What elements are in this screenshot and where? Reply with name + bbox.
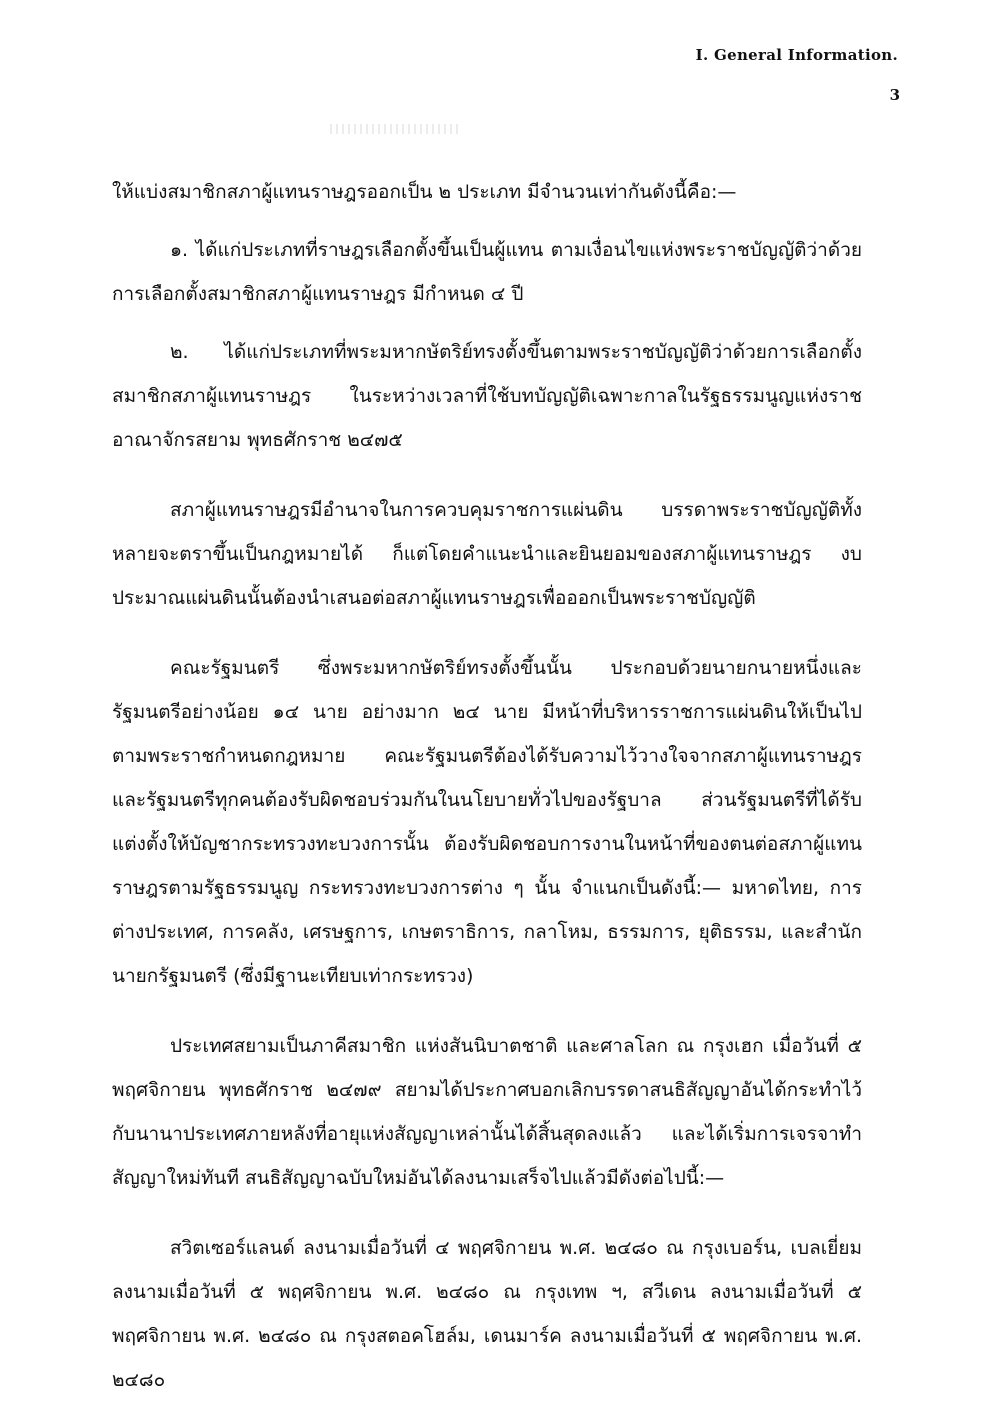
paragraph-item-1: ๑. ได้แก่ประเภทที่ราษฎรเลือกตั้งขึ้นเป็นผู้แทน ตามเงื่อนไขแห่งพระราชบัญญัติว่าด้วยการเลือกตั้งสมาชิกสภาผู้แทนราษฎร มีกำหนด ๔ ปี bbox=[112, 239, 862, 305]
body-text bbox=[112, 170, 862, 1402]
paragraph-house-powers: สภาผู้แทนราษฎรมีอำนาจในการควบคุมราชการแผ่นดิน บรรดาพระราชบัญญัติทั้งหลายจะตราขึ้นเป็นกฎหมายได้ ก็แต่โดยคำแนะนำและยินยอมของสภาผู้แทนราษฎร งบประมาณแผ่นดินนั้นต้องนำเสนอต่อสภาผู้แทนราษฎรเพื่อออกเป็นพระราชบัญญัติ bbox=[112, 499, 862, 609]
scan-smudge bbox=[330, 124, 460, 134]
paragraph-item-2: ๒. ได้แก่ประเภทที่พระมหากษัตริย์ทรงตั้งขึ้นตามพระราชบัญญัติว่าด้วยการเลือกตั้งสมาชิกสภาผู้แทนราษฎร ในระหว่างเวลาที่ใช้บทบัญญัติเฉพาะกาลในรัฐธรรมนูญแห่งราชอาณาจักรสยาม พุทธศักราช ๒๔๗๕ bbox=[112, 341, 862, 451]
page-number: 3 bbox=[889, 86, 900, 104]
paragraph-cabinet: คณะรัฐมนตรี ซึ่งพระมหากษัตริย์ทรงตั้งขึ้นนั้น ประกอบด้วยนายกนายหนึ่งและรัฐมนตรีอย่างน้อย ๑๔ นาย อย่างมาก ๒๔ นาย มีหน้าที่บริหารราชการแผ่นดินให้เป็นไปตามพระราชกำหนดกฎหมาย คณะรัฐมนตรีต้องได้รับความไว้วางใจจากสภาผู้แทนราษฎร และรัฐมนตรีทุกคนต้องรับผิดชอบร่วมกันในนโยบายทั่วไปของรัฐบาล ส่วนรัฐมนตรีที่ได้รับแต่งตั้งให้บัญชากระทรวงทะบวงการนั้น ต้องรับผิดชอบการงานในหน้าที่ของตนต่อสภาผู้แทนราษฎรตามรัฐธรรมนูญ กระทรวงทะบวงการต่าง ๆ นั้น จำแนกเป็นดังนี้:— มหาดไทย, การต่างประเทศ, การคลัง, เศรษฐการ, เกษตราธิการ, กลาโหม, ธรรมการ, ยุติธรรม, และสำนักนายกรัฐมนตรี (ซึ่งมีฐานะเทียบเท่ากระทรวง) bbox=[112, 657, 862, 987]
paragraph-treaty-list: สวิตเซอร์แลนด์ ลงนามเมื่อวันที่ ๔ พฤศจิกายน พ.ศ. ๒๔๘๐ ณ กรุงเบอร์น, เบลเยี่ยม ลงนามเมื่อวันที่ ๕ พฤศจิกายน พ.ศ. ๒๔๘๐ ณ กรุงเทพ ฯ, สวีเดน ลงนามเมื่อวันที่ ๕ พฤศจิกายน พ.ศ. ๒๔๘๐ ณ กรุงสตอคโฮล์ม, เดนมาร์ค ลงนามเมื่อวันที่ ๕ พฤศจิกายน พ.ศ. ๒๔๘๐ bbox=[112, 1237, 862, 1391]
paragraph-treaties: ประเทศสยามเป็นภาคีสมาชิก แห่งสันนิบาตชาติ และศาลโลก ณ กรุงเฮก เมื่อวันที่ ๕ พฤศจิกายน พุทธศักราช ๒๔๗๙ สยามได้ประกาศบอกเลิกบรรดาสนธิสัญญาอันได้กระทำไว้กับนานาประเทศภายหลังที่อายุแห่งสัญญาเหล่านั้นได้สิ้นสุดลงแล้ว และได้เริ่มการเจรจาทำสัญญาใหม่ทันที สนธิสัญญาฉบับใหม่อันได้ลงนามเสร็จไปแล้วมีดังต่อไปนี้:— bbox=[112, 1035, 862, 1189]
paragraph-intro: ให้แบ่งสมาชิกสภาผู้แทนราษฎรออกเป็น ๒ ประเภท มีจำนวนเท่ากันดังนี้คือ:— bbox=[112, 181, 737, 203]
running-header: I. General Information. bbox=[695, 46, 898, 64]
